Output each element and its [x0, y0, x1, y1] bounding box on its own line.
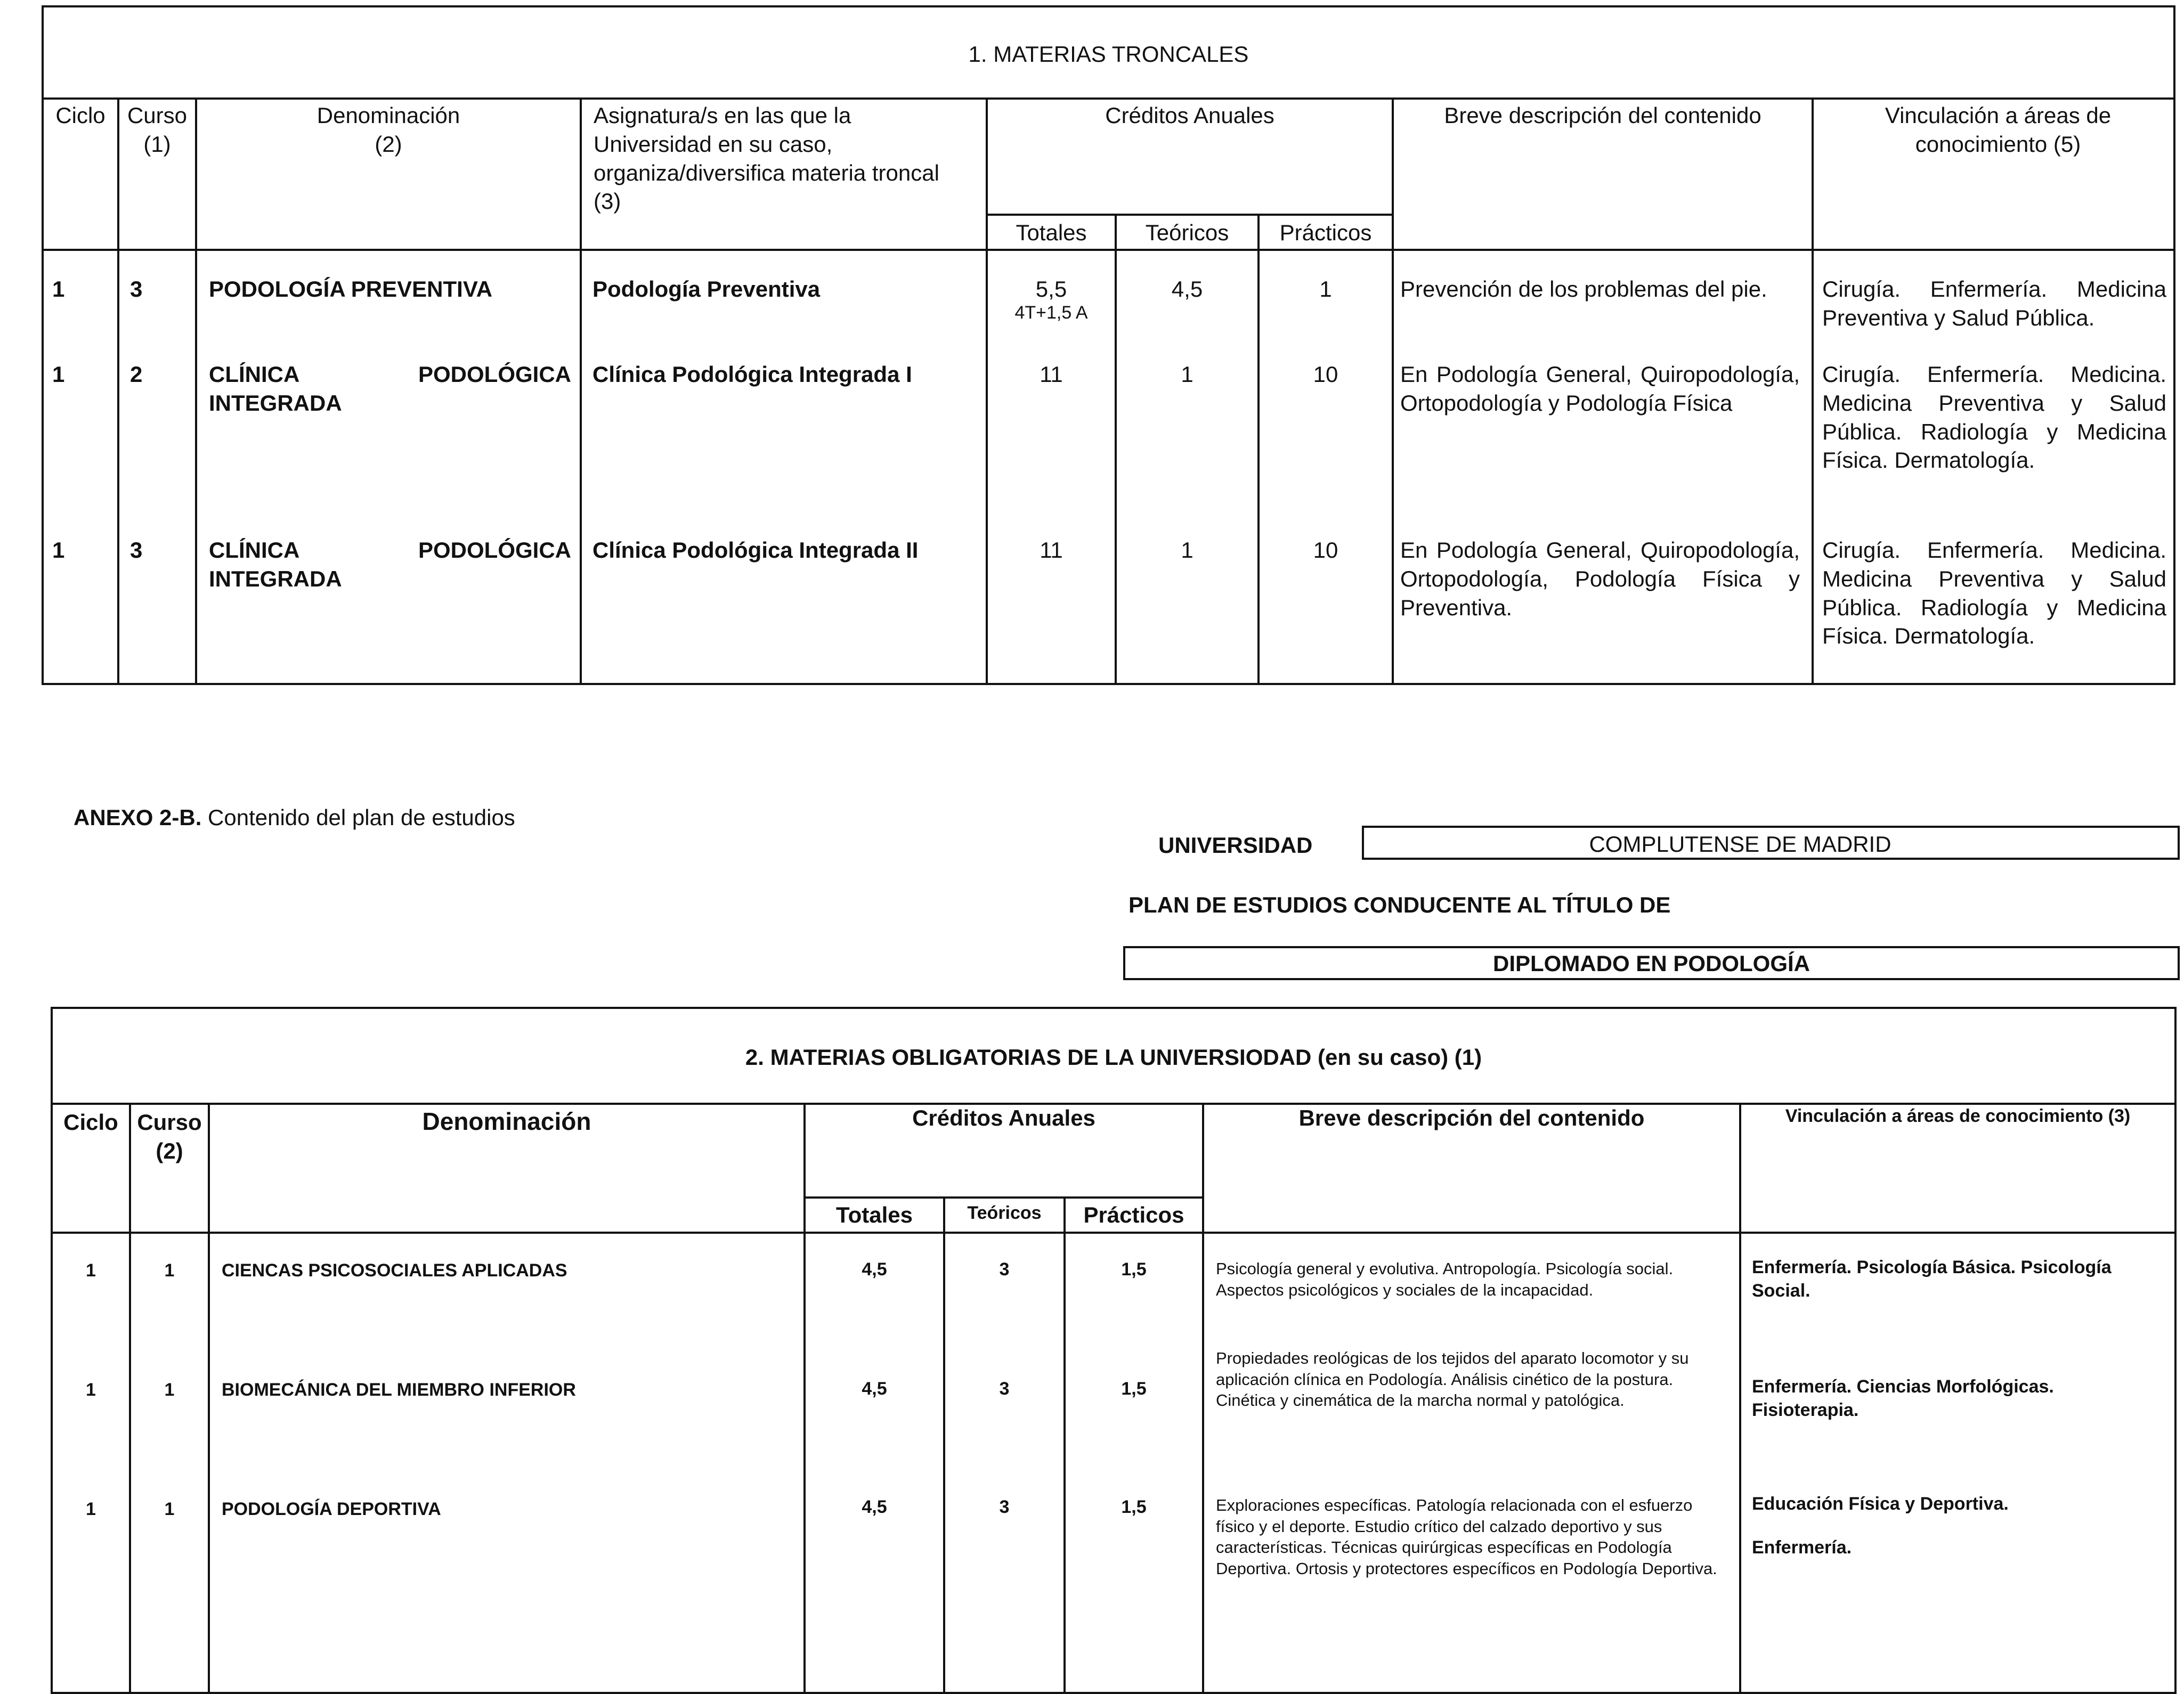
header-curso-note: (2): [156, 1138, 183, 1163]
cell-denominacion: BIOMECÁNICA DEL MIEMBRO INFERIOR: [222, 1380, 576, 1400]
cell-teoricos: 3: [999, 1379, 1010, 1399]
header-asignatura: Asignatura/s en las que la Universidad en su caso, organiza/diversifica materia troncal (3): [594, 103, 939, 214]
cell-denominacion: CIENCAS PSICOSOCIALES APLICADAS: [222, 1260, 567, 1281]
cell-vinculacion-extra: Enfermería.: [1752, 1537, 1852, 1558]
header-teoricos: Teóricos: [967, 1203, 1042, 1223]
header-totales: Totales: [836, 1202, 913, 1227]
header-totales: Totales: [1016, 220, 1087, 245]
cell-descripcion: En Podología General, Quiropodología, Ortopodología y Podología Física: [1400, 362, 1800, 416]
cell-ciclo: 1: [86, 1260, 96, 1281]
header-ciclo: Ciclo: [63, 1110, 118, 1135]
cell-totales: 4,5: [862, 1379, 887, 1399]
cell-descripcion: Prevención de los problemas del pie.: [1400, 276, 1767, 302]
divider: [195, 97, 197, 685]
universidad-label: UNIVERSIDAD: [1158, 833, 1313, 858]
divider: [1812, 97, 1814, 685]
cell-curso: 3: [130, 537, 143, 563]
cell-vinculacion: Educación Física y Deportiva.: [1752, 1494, 2009, 1514]
cell-curso: 1: [164, 1260, 175, 1281]
divider: [986, 214, 1392, 216]
cell-descripcion: Psicología general y evolutiva. Antropología. Psicología social. Aspectos psicológicos y sociales de la incapacidad.: [1216, 1259, 1674, 1299]
divider: [1202, 1103, 1204, 1694]
cell-totales: 5,5: [1035, 276, 1067, 302]
cell-ciclo: 1: [52, 362, 65, 387]
header-vinculacion: Vinculación a áreas de conocimiento (3): [1785, 1106, 2131, 1126]
header-descripcion: Breve descripción del contenido: [1298, 1105, 1645, 1130]
divider: [51, 1232, 2177, 1234]
cell-vinculacion: Cirugía. Enfermería. Medicina. Medicina Preventiva y Salud Pública. Radiología y Medicina Física. Dermatología.: [1822, 537, 2166, 649]
cell-teoricos: 1: [1181, 537, 1194, 563]
cell-asignatura: Clínica Podológica Integrada II: [592, 537, 919, 563]
header-denominacion: Denominación: [316, 103, 460, 128]
divider: [986, 97, 988, 685]
cell-practicos: 1,5: [1121, 1379, 1147, 1399]
header-creditos: Créditos Anuales: [1105, 103, 1274, 128]
annex-label: ANEXO 2-B.: [74, 805, 202, 830]
header-denominacion-note: (2): [375, 132, 402, 157]
cell-curso: 1: [164, 1380, 175, 1400]
cell-practicos: 1,5: [1121, 1497, 1147, 1517]
cell-ciclo: 1: [52, 276, 65, 302]
cell-vinculacion: Enfermería. Ciencias Morfológicas. Fisioterapia.: [1752, 1377, 2054, 1420]
cell-asignatura: Clínica Podológica Integrada I: [592, 362, 912, 387]
cell-totales: 4,5: [862, 1259, 887, 1280]
cell-descripcion: Propiedades reológicas de los tejidos del aparato locomotor y su aplicación clínica en Podología. Análisis cinético de la postura. Cinética y cinemática de la marcha normal y patológica.: [1216, 1349, 1689, 1410]
divider: [42, 97, 2175, 100]
cell-practicos: 1,5: [1121, 1259, 1147, 1280]
header-denominacion: Denominación: [422, 1107, 591, 1135]
cell-ciclo: 1: [52, 537, 65, 563]
cell-curso: 1: [164, 1499, 175, 1519]
annex-line: [74, 803, 515, 832]
cell-practicos: 1: [1319, 276, 1332, 302]
divider: [803, 1196, 1204, 1199]
cell-descripcion: En Podología General, Quiropodología, Ortopodología, Podología Física y Preventiva.: [1400, 537, 1800, 620]
cell-asignatura: Podología Preventiva: [592, 276, 821, 302]
header-practicos: Prácticos: [1083, 1202, 1184, 1227]
cell-teoricos: 4,5: [1171, 276, 1203, 302]
cell-vinculacion: Cirugía. Enfermería. Medicina. Medicina Preventiva y Salud Pública. Radiología y Medicina Física. Dermatología.: [1822, 362, 2166, 473]
header-teoricos: Teóricos: [1145, 220, 1229, 245]
cell-teoricos: 3: [999, 1497, 1010, 1517]
divider: [117, 97, 119, 685]
divider: [208, 1103, 210, 1694]
header-curso: Curso: [137, 1110, 202, 1135]
cell-ciclo: 1: [86, 1499, 96, 1519]
cell-practicos: 10: [1313, 537, 1338, 563]
table-title: 1. MATERIAS TRONCALES: [968, 42, 1249, 67]
divider: [42, 249, 2175, 251]
cell-totales-note: 4T+1,5 A: [1014, 303, 1088, 323]
cell-denominacion: CLÍNICA PODOLÓGICA INTEGRADA: [209, 362, 571, 416]
header-curso-note: (1): [143, 132, 171, 157]
cell-denominacion: PODOLOGÍA DEPORTIVA: [222, 1499, 441, 1519]
header-ciclo: Ciclo: [55, 103, 105, 128]
cell-vinculacion: Cirugía. Enfermería. Medicina Preventiva y Salud Pública.: [1822, 276, 2166, 330]
cell-teoricos: 1: [1181, 362, 1194, 387]
header-vinculacion: Vinculación a áreas de conocimiento (5): [1885, 103, 2112, 157]
cell-denominacion: PODOLOGÍA PREVENTIVA: [209, 276, 493, 302]
titulo-value: DIPLOMADO EN PODOLOGÍA: [1492, 951, 1810, 976]
cell-curso: 3: [130, 276, 143, 302]
cell-denominacion: CLÍNICA PODOLÓGICA INTEGRADA: [209, 537, 571, 591]
header-descripcion: Breve descripción del contenido: [1444, 103, 1761, 128]
plan-label: PLAN DE ESTUDIOS CONDUCENTE AL TÍTULO DE: [1128, 892, 1671, 917]
header-curso: Curso: [127, 103, 188, 128]
cell-descripcion: Exploraciones específicas. Patología relacionada con el esfuerzo físico y el deporte. Estudio crítico del calzado deportivo y sus características. Técnicas quirúrgicas específicas en Podología Deportiva. Ortosis y protectores específicos en Podología Deportiva.: [1216, 1496, 1717, 1578]
cell-practicos: 10: [1313, 362, 1338, 387]
divider: [580, 97, 582, 685]
cell-totales: 11: [1040, 537, 1063, 563]
divider: [1392, 97, 1394, 685]
cell-totales: 4,5: [862, 1497, 887, 1517]
table-title: 2. MATERIAS OBLIGATORIAS DE LA UNIVERSIODAD (en su caso) (1): [745, 1045, 1482, 1070]
header-creditos: Créditos Anuales: [912, 1105, 1095, 1130]
annex-text: Contenido del plan de estudios: [208, 805, 515, 830]
cell-teoricos: 3: [999, 1259, 1010, 1280]
cell-curso: 2: [130, 362, 143, 387]
cell-ciclo: 1: [86, 1380, 96, 1400]
header-practicos: Prácticos: [1279, 220, 1372, 245]
divider: [1739, 1103, 1741, 1694]
cell-totales: 11: [1040, 362, 1063, 387]
cell-vinculacion: Enfermería. Psicología Básica. Psicología Social.: [1752, 1257, 2112, 1301]
universidad-value: COMPLUTENSE DE MADRID: [1589, 832, 1891, 857]
